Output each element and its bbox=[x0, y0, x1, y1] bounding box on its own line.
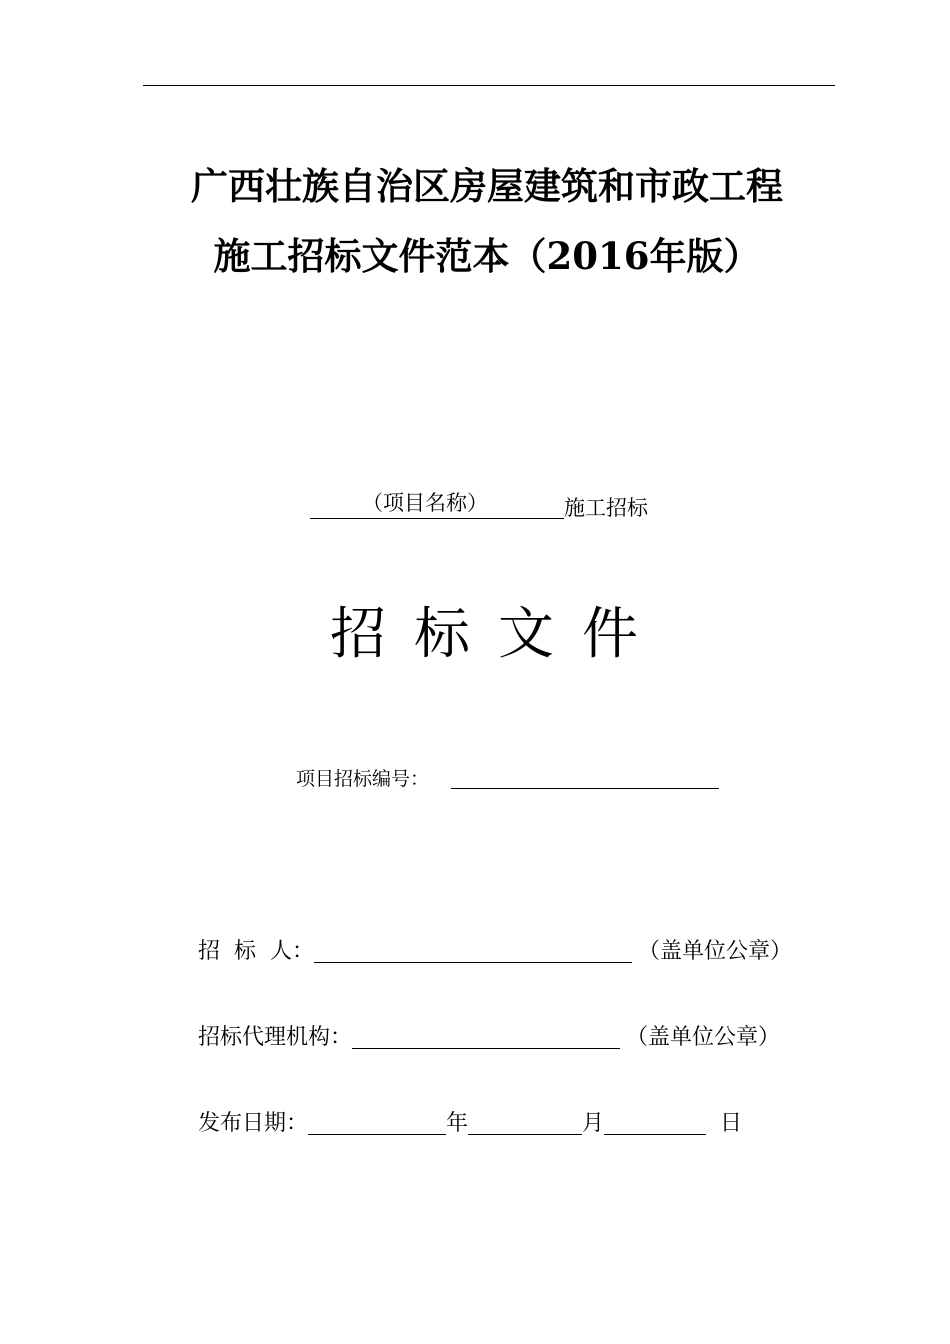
month-label: 月 bbox=[582, 1111, 605, 1136]
bid-number-row bbox=[296, 766, 719, 789]
tenderer-label: 招 标 人： bbox=[198, 939, 314, 964]
tenderer-field[interactable] bbox=[314, 938, 632, 963]
tenderer-seal-note: （盖单位公章） bbox=[637, 939, 792, 964]
day-field[interactable] bbox=[604, 1110, 706, 1135]
project-name-line bbox=[310, 493, 648, 519]
document-title-line-2: 施工招标文件范本（2016年版） bbox=[213, 234, 761, 278]
header-rule bbox=[143, 85, 835, 86]
bid-number-field[interactable] bbox=[451, 766, 719, 789]
publish-date-label: 发布日期： bbox=[198, 1111, 309, 1136]
agency-field[interactable] bbox=[352, 1024, 620, 1049]
year-label: 年 bbox=[446, 1111, 469, 1136]
document-title-line-1: 广西壮族自治区房屋建筑和市政工程 bbox=[191, 164, 783, 208]
tenderer-row bbox=[198, 938, 792, 963]
document-heading: 招标文件 bbox=[330, 602, 666, 667]
agency-seal-note: （盖单位公章） bbox=[626, 1025, 781, 1050]
month-field[interactable] bbox=[468, 1110, 582, 1135]
project-suffix: 施工招标 bbox=[564, 496, 648, 520]
agency-row bbox=[198, 1024, 780, 1049]
publish-date-row bbox=[198, 1110, 742, 1135]
day-label: 日 bbox=[720, 1111, 743, 1136]
agency-label: 招标代理机构： bbox=[198, 1025, 353, 1050]
project-name-field[interactable] bbox=[310, 493, 564, 519]
bid-number-label: 项目招标编号： bbox=[296, 768, 430, 790]
project-name-placeholder: （项目名称） bbox=[362, 491, 488, 515]
year-field[interactable] bbox=[308, 1110, 446, 1135]
